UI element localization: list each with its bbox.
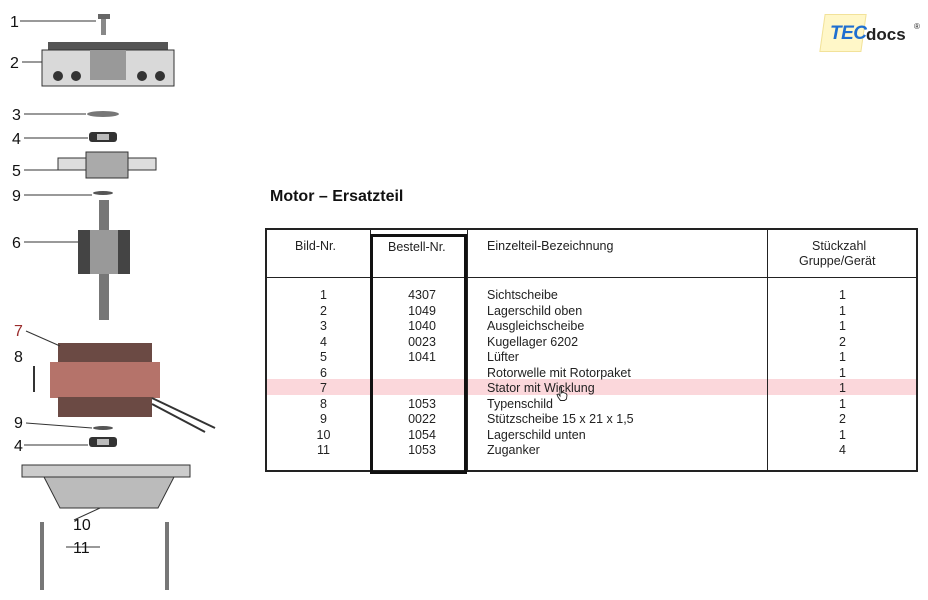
cell-bild-nr: 9 [320,412,327,426]
cell-stueckzahl: 1 [839,396,846,411]
table-row[interactable] [267,319,916,335]
part-2-lagerschild-oben[interactable] [42,42,174,86]
callout-9-top: 9 [12,188,21,205]
cell-bezeichnung: Lagerschild oben [487,303,583,318]
callout-1: 1 [10,14,19,31]
table-row[interactable] [267,366,916,382]
table-row[interactable] [267,381,916,397]
cell-bild-nr: 5 [320,350,327,364]
cell-bezeichnung: Typenschild [487,396,554,411]
logo-tec-text: TEC [830,23,867,44]
header-stueckzahl: Stückzahl [812,239,867,253]
cell-bild-nr: 1 [320,288,327,302]
cell-bild-nr: 3 [320,319,327,333]
cell-bestell-nr: 1040 [408,319,436,333]
cell-bild-nr: 11 [317,443,330,457]
header-bestell-nr: Bestell-Nr. [388,240,446,254]
cell-bild-nr: 10 [316,427,331,442]
part-9-stuetzscheibe-bottom[interactable] [93,426,113,430]
cell-bestell-nr: 1049 [408,303,436,318]
hand-cursor-icon [556,386,568,401]
cell-stueckzahl: 1 [839,365,846,380]
cell-bezeichnung: Kugellager 6202 [487,334,579,349]
table-row[interactable] [267,335,916,351]
cell-bestell-nr: 0022 [408,412,436,426]
cell-bestell-nr: 1053 [408,396,436,411]
cell-bezeichnung: Sichtscheibe [487,288,558,302]
cell-bezeichnung: Zuganker [487,443,540,457]
cell-bezeichnung: Stützscheibe 15 x 21 x 1,5 [487,412,634,426]
parts-table [265,228,918,472]
part-6-rotorwelle[interactable] [78,200,130,320]
cell-stueckzahl: 2 [839,334,846,349]
table-row[interactable] [267,397,916,413]
callout-11: 11 [73,540,90,557]
cell-bestell-nr: 1053 [408,443,436,457]
cell-stueckzahl: 1 [839,319,846,333]
cell-bild-nr: 7 [320,381,327,395]
callout-6: 6 [12,235,21,252]
callout-10: 10 [73,517,91,534]
cell-bezeichnung: Lüfter [487,350,519,364]
callout-7: 7 [14,323,23,340]
page-title: Motor – Ersatzteil [270,188,404,205]
cell-bestell-nr: 0023 [408,334,436,349]
part-4-kugellager-top[interactable] [89,132,117,142]
cell-bild-nr: 2 [320,303,327,318]
table-row[interactable] [267,288,916,304]
cell-stueckzahl: 1 [839,381,846,395]
cell-stueckzahl: 1 [839,288,846,302]
callout-4-bottom: 4 [14,438,23,455]
part-9-stuetzscheibe-top[interactable] [93,191,113,195]
cell-bestell-nr: 4307 [408,288,436,302]
cell-bild-nr: 8 [320,396,327,411]
tecdocs-logo [822,12,922,56]
callout-2: 2 [10,55,19,72]
table-row[interactable] [267,350,916,366]
logo-docs-text: docs [866,25,906,44]
header-bild-nr: Bild-Nr. [295,239,336,253]
cell-bild-nr: 6 [320,365,327,380]
part-5-luefter[interactable] [58,152,156,178]
cell-bezeichnung: Rotorwelle mit Rotorpaket [487,365,631,380]
cell-bezeichnung: Ausgleichscheibe [487,319,585,333]
logo-registered-mark: ® [914,22,920,31]
part-1-sichtscheibe[interactable] [98,14,110,35]
part-3-ausgleichscheibe[interactable] [87,111,119,117]
part-7-stator[interactable] [50,343,215,432]
cell-bezeichnung: Lagerschild unten [487,427,586,442]
header-gruppe-geraet: Gruppe/Gerät [799,254,876,268]
header-bezeichnung: Einzelteil-Bezeichnung [487,239,614,253]
cell-bestell-nr: 1054 [408,427,436,442]
callout-8: 8 [14,349,23,366]
cell-stueckzahl: 1 [839,427,846,442]
cell-stueckzahl: 2 [839,412,846,426]
table-row[interactable] [267,304,916,320]
cell-stueckzahl: 1 [839,303,846,318]
cell-stueckzahl: 1 [839,350,846,364]
cell-bestell-nr: 1041 [408,350,436,364]
cell-bild-nr: 4 [320,334,327,349]
callout-3: 3 [12,107,21,124]
callout-9-bottom: 9 [14,415,23,432]
callout-5: 5 [12,163,21,180]
cell-bezeichnung: Stator mit Wicklung [487,381,595,395]
part-4-kugellager-bottom[interactable] [89,437,117,447]
header-divider [267,277,916,278]
table-row[interactable] [267,443,916,459]
callout-4-top: 4 [12,131,21,148]
cell-stueckzahl: 4 [839,443,846,457]
part-11-zuganker[interactable] [40,522,169,590]
table-row[interactable] [267,428,916,444]
exploded-parts-drawing [0,0,240,600]
table-row[interactable] [267,412,916,428]
part-10-lagerschild-unten[interactable] [22,465,190,508]
